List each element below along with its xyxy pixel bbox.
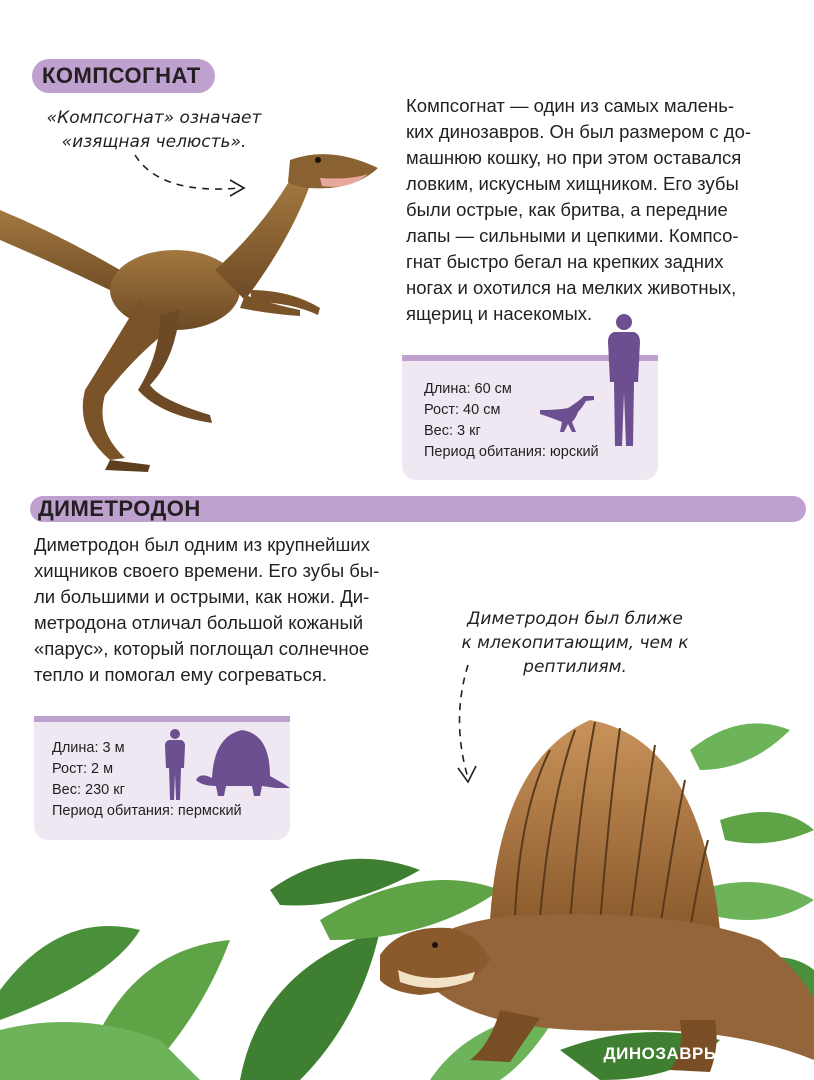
text-line: ли большими и острыми, как ножи. Ди- — [34, 586, 370, 607]
fact-length: Длина: 3 м — [52, 740, 125, 756]
text-line: машнюю кошку, но при этом оставался — [406, 147, 742, 168]
section-title-dimetrodon: ДИМЕТРОДОН — [38, 496, 201, 521]
text-line: тепло и помогал ему согреваться. — [34, 664, 328, 685]
compsognathus-silhouette-icon — [538, 392, 598, 434]
text-line: Диметродон был одним из крупнейших — [34, 534, 370, 555]
fact-height: Рост: 2 м — [52, 761, 114, 777]
text-line: гнат быстро бегал на крепких задних — [406, 251, 724, 272]
fact-period: Период обитания: юрский — [424, 444, 599, 460]
compsognathus-text — [406, 93, 806, 327]
section-title-compsognathus: КОМПСОГНАТ — [32, 59, 215, 93]
footer-label: ДИНОЗАВРЫ — [603, 1044, 722, 1063]
fact-height: Рост: 40 см — [424, 402, 501, 418]
text-line: Компсогнат — один из самых малень- — [406, 95, 735, 116]
dimetrodon-illustration — [380, 700, 814, 1080]
text-line: были острые, как бритва, а передние — [406, 199, 728, 220]
text-line: ящериц и насекомых. — [406, 303, 593, 324]
text-line: лапы — сильными и цепкими. Компсо- — [406, 225, 739, 246]
text-line: ногах и охотился на мелких животных, — [406, 277, 737, 298]
fact-period: Период обитания: пермский — [52, 803, 242, 819]
dimetrodon-note-line-2: к млекопитающим, чем к рептилиям. — [461, 633, 689, 677]
compsognathus-note-line-1: «Компсогнат» означает — [46, 108, 262, 128]
compsognathus-note-line-2: «изящная челюсть». — [61, 132, 247, 152]
section-title-bar-dimetrodon — [30, 496, 806, 522]
human-silhouette-icon — [604, 312, 644, 447]
text-line: хищников своего времени. Его зубы бы- — [34, 560, 380, 581]
page-number: 11 — [731, 1044, 750, 1063]
compsognathus-illustration — [0, 140, 390, 480]
text-line: метродона отличал большой кожаный — [34, 612, 364, 633]
fact-weight: Вес: 230 кг — [52, 782, 125, 798]
text-line: ких динозавров. Он был размером с до- — [406, 121, 752, 142]
text-line: «парус», который поглощал солнечное — [34, 638, 370, 659]
text-line: ловким, искусным хищником. Его зубы — [406, 173, 739, 194]
dimetrodon-text — [34, 532, 394, 688]
dimetrodon-note-line-1: Диметродон был ближе — [467, 609, 683, 629]
fact-weight: Вес: 3 кг — [424, 423, 481, 439]
page-footer — [604, 1044, 751, 1064]
fact-length: Длина: 60 см — [424, 381, 512, 397]
